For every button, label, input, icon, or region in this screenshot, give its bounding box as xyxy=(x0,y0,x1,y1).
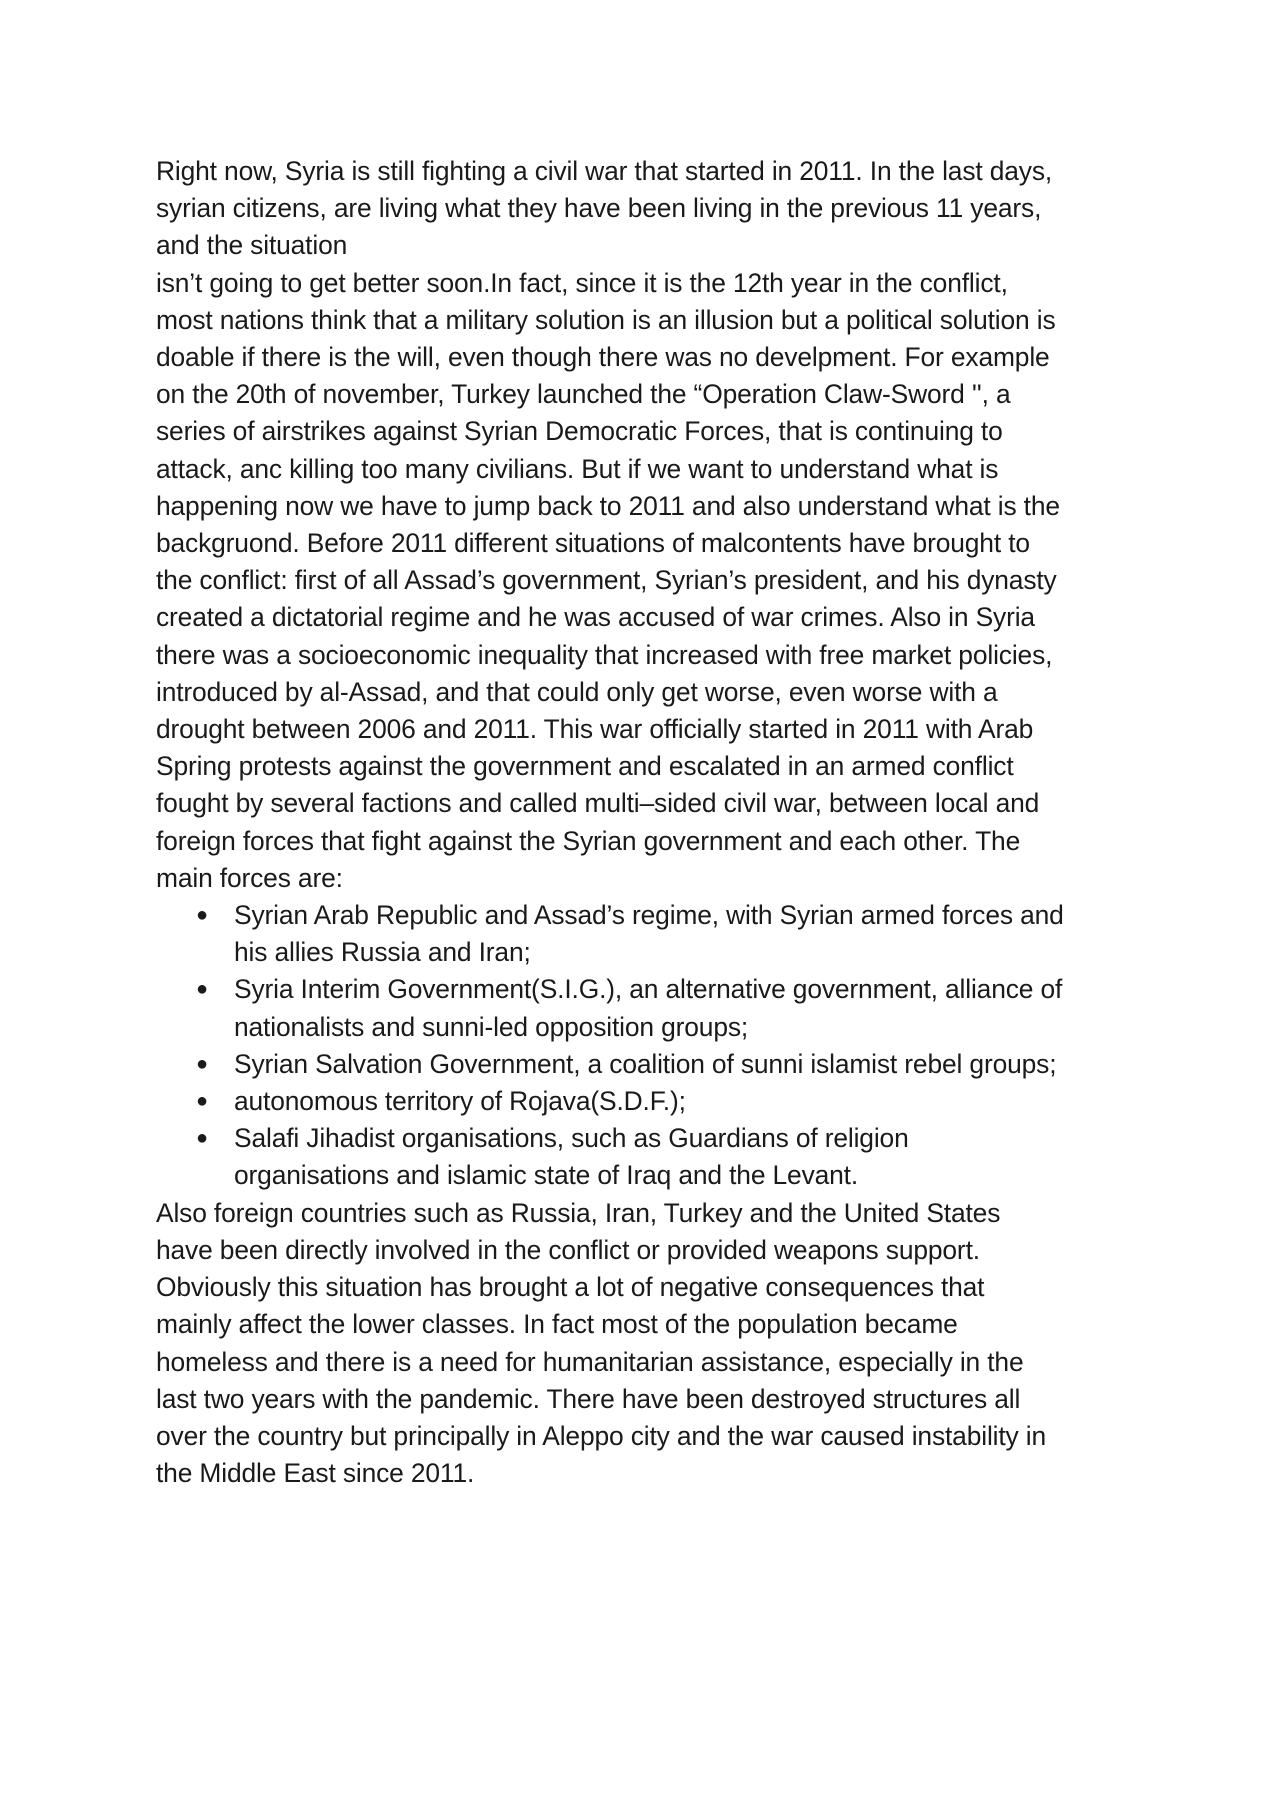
forces-list xyxy=(156,897,1136,1195)
document-body xyxy=(156,153,1136,1492)
text-line: doable if there is the will, even though there was no develpment. For example xyxy=(156,342,1050,373)
text-line: over the country but principally in Aleppo city and the war caused instability in xyxy=(156,1420,1047,1451)
text-line: most nations think that a military solution is an illusion but a political solution is xyxy=(156,304,1056,335)
text-line: isn’t going to get better soon.In fact, since it is the 12th year in the conflict, xyxy=(156,267,1008,298)
bullet-icon: ● xyxy=(196,904,208,927)
text-line: there was a socioeconomic inequality that increased with free market policies, xyxy=(156,639,1053,670)
text-line: Syria Interim Government(S.I.G.), an alternative government, alliance of xyxy=(234,974,1063,1005)
text-line: his allies Russia and Iran; xyxy=(234,937,531,968)
bullet-icon: ● xyxy=(196,1127,208,1150)
text-line: and the situation xyxy=(156,230,348,261)
text-line: series of airstrikes against Syrian Democratic Forces, that is continuing to xyxy=(156,416,1003,447)
text-line: have been directly involved in the conflict or provided weapons support. xyxy=(156,1234,980,1265)
text-line: created a dictatorial regime and he was accused of war crimes. Also in Syria xyxy=(156,602,1035,633)
list-item xyxy=(156,1046,1136,1083)
text-line: happening now we have to jump back to 2011 and also understand what is the xyxy=(156,490,1060,521)
text-line: drought between 2006 and 2011. This war officially started in 2011 with Arab xyxy=(156,714,1034,745)
bullet-icon: ● xyxy=(196,1052,208,1075)
text-line: the Middle East since 2011. xyxy=(156,1458,475,1489)
text-line: homeless and there is a need for humanitarian assistance, especially in the xyxy=(156,1346,1024,1377)
text-line: last two years with the pandemic. There have been destroyed structures all xyxy=(156,1383,1021,1414)
text-line: Salafi Jihadist organisations, such as Guardians of religion xyxy=(234,1123,909,1154)
list-item xyxy=(156,1083,1136,1120)
list-item xyxy=(156,1120,1136,1194)
text-line: on the 20th of november, Turkey launched the “Operation Claw-Sword '', a xyxy=(156,379,1011,410)
list-item xyxy=(156,971,1136,1045)
text-line: Spring protests against the government and escalated in an armed conflict xyxy=(156,751,1014,782)
list-item xyxy=(156,897,1136,971)
text-line: organisations and islamic state of Iraq and the Levant. xyxy=(234,1160,859,1191)
text-line: main forces are: xyxy=(156,862,343,893)
text-line: syrian citizens, are living what they have been living in the previous 11 years, xyxy=(156,193,1042,224)
text-line: Right now, Syria is still fighting a civil war that started in 2011. In the last days, xyxy=(156,156,1053,186)
text-line: Also foreign countries such as Russia, Iran, Turkey and the United States xyxy=(156,1197,1001,1228)
text-line: nationalists and sunni-led opposition groups; xyxy=(234,1011,749,1042)
intro-paragraph xyxy=(156,153,1136,897)
bullet-icon: ● xyxy=(196,978,208,1001)
text-line: Obviously this situation has brought a lot of negative consequences that xyxy=(156,1272,985,1303)
text-line: autonomous territory of Rojava(S.D.F.); xyxy=(234,1086,686,1117)
text-line: attack, anc killing too many civilians. But if we want to understand what is xyxy=(156,453,999,484)
text-line: introduced by al-Assad, and that could only get worse, even worse with a xyxy=(156,676,998,707)
text-line: backgruond. Before 2011 different situations of malcontents have brought to xyxy=(156,528,1030,559)
text-line: mainly affect the lower classes. In fact most of the population became xyxy=(156,1309,958,1340)
closing-paragraph xyxy=(156,1195,1136,1493)
text-line: the conflict: first of all Assad’s government, Syrian’s president, and his dynasty xyxy=(156,565,1057,596)
text-line: fought by several factions and called multi–sided civil war, between local and xyxy=(156,788,1040,819)
bullet-icon: ● xyxy=(196,1090,208,1113)
text-line: Syrian Salvation Government, a coalition of sunni islamist rebel groups; xyxy=(234,1048,1057,1079)
text-line: Syrian Arab Republic and Assad’s regime, with Syrian armed forces and xyxy=(234,900,1064,931)
text-line: foreign forces that fight against the Syrian government and each other. The xyxy=(156,825,1021,856)
